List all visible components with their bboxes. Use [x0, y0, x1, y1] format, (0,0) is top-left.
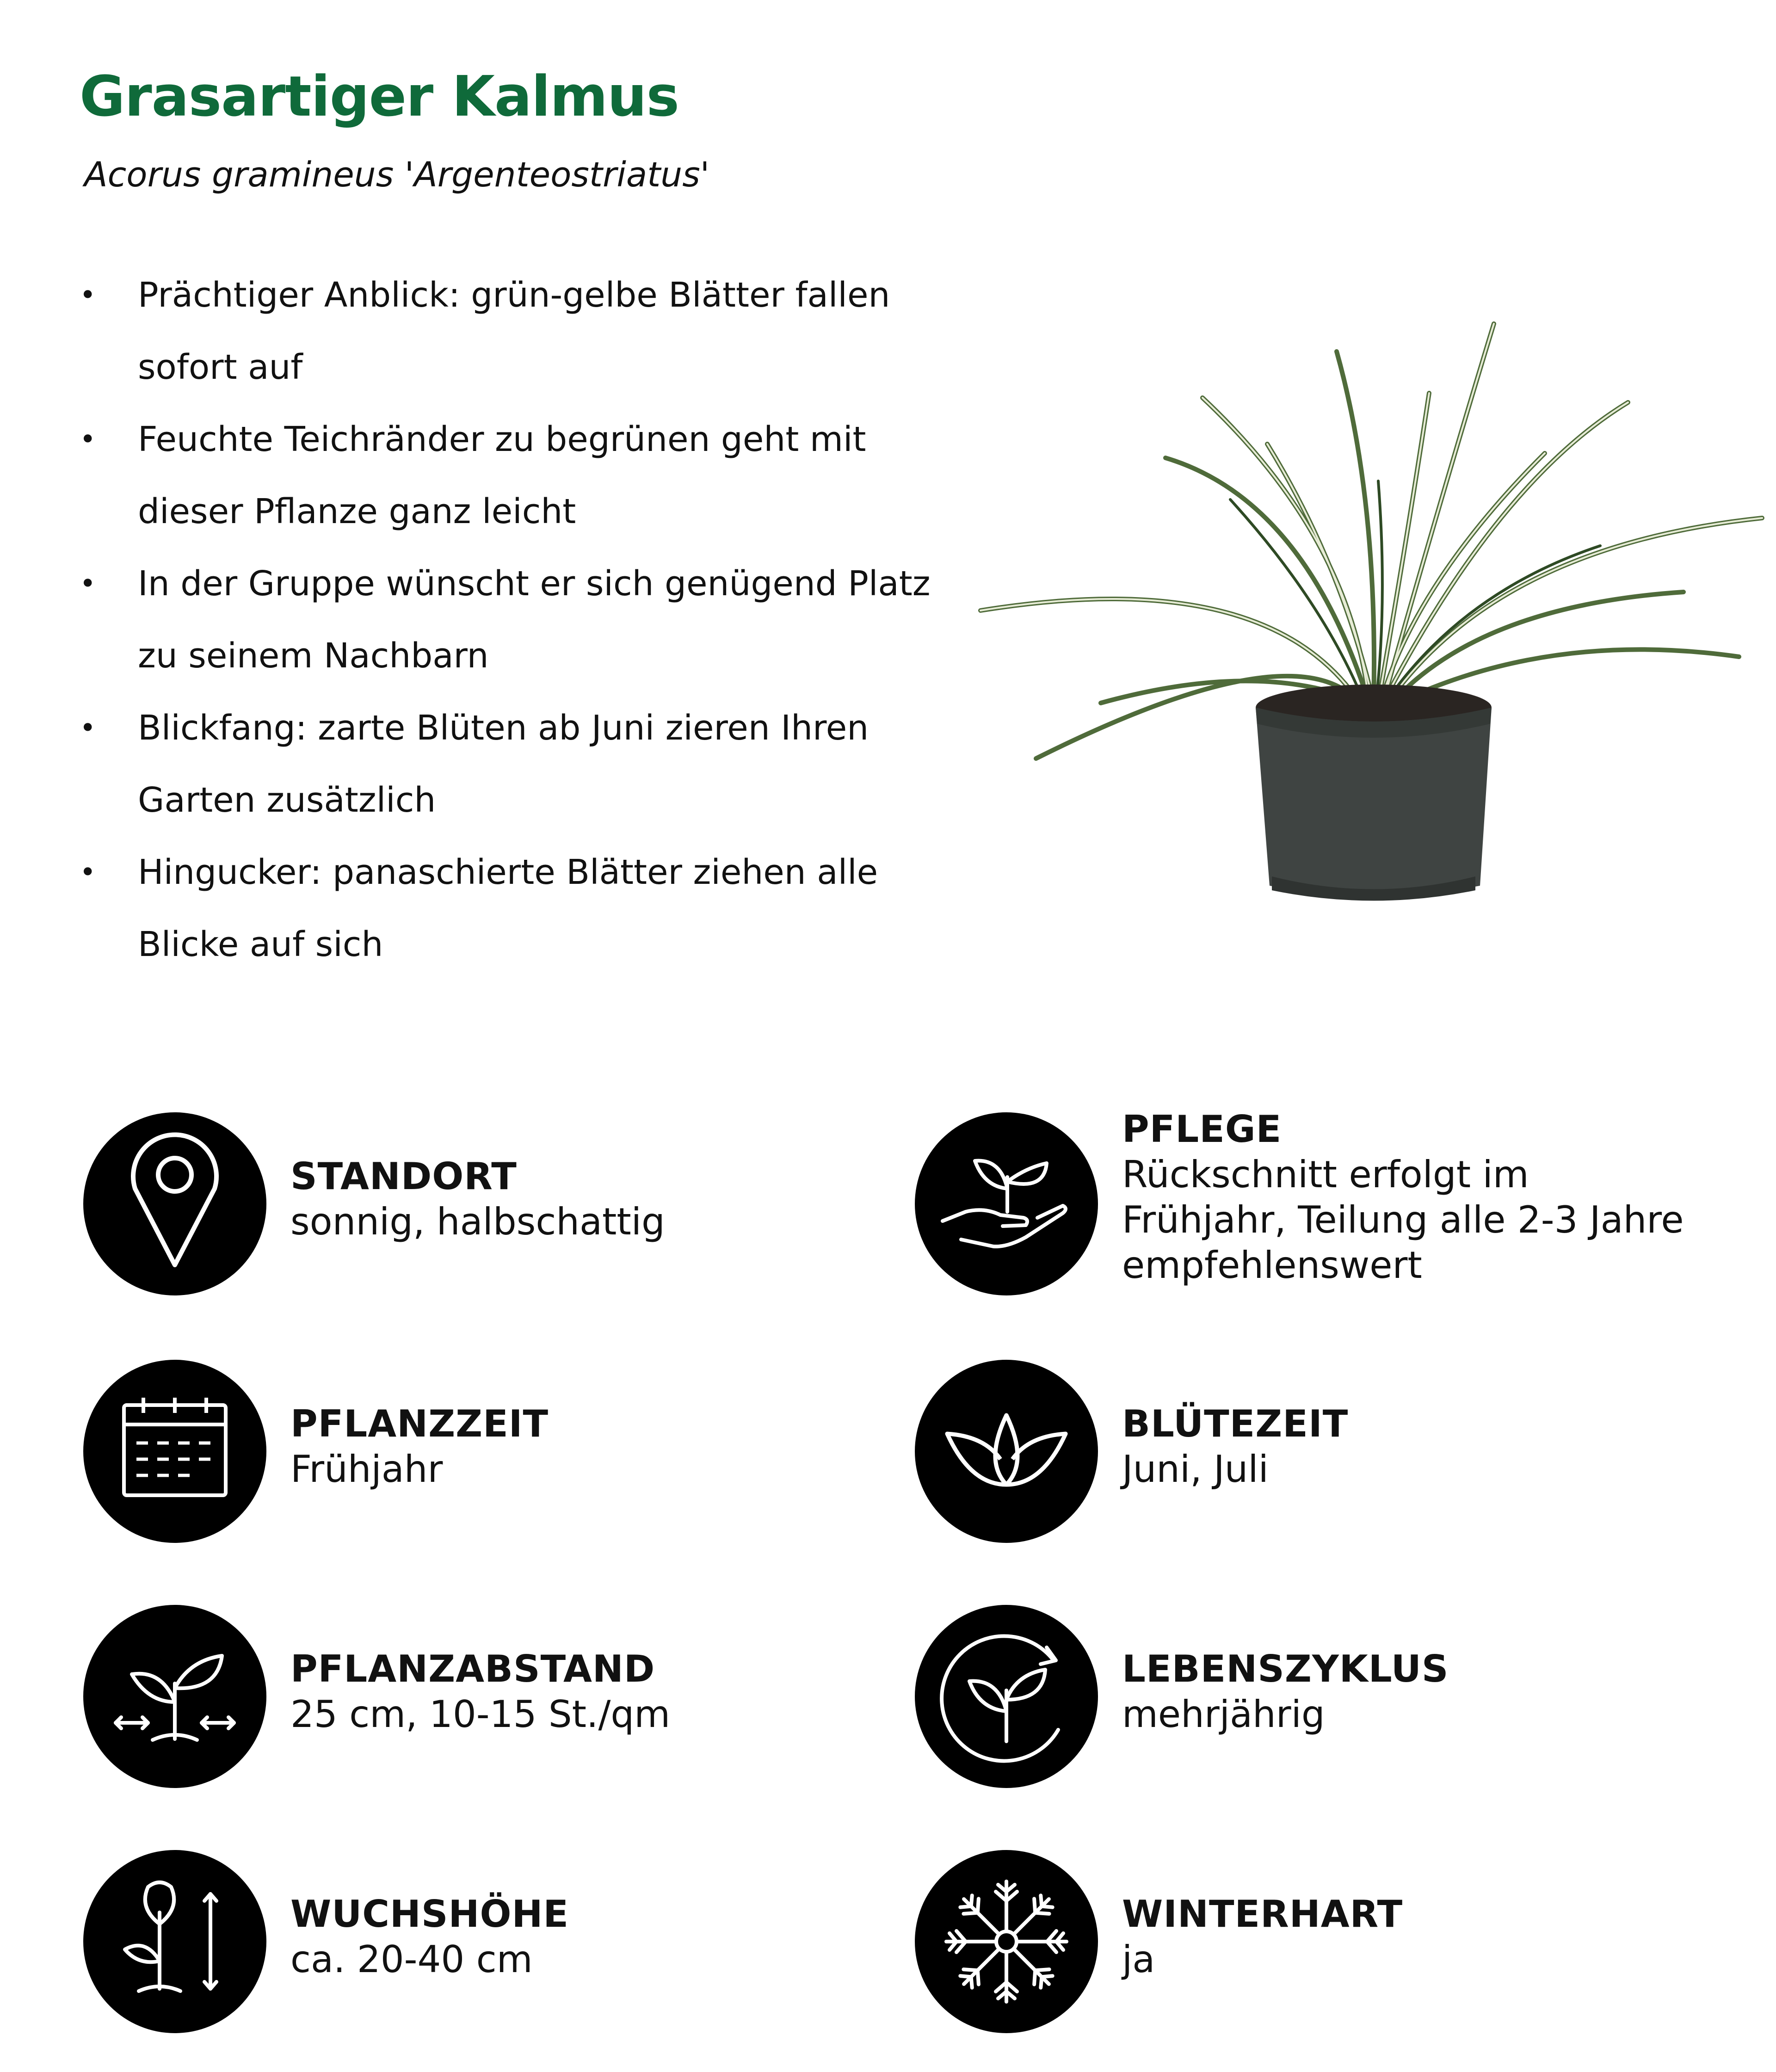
feature-pflanzabstand	[83, 1605, 906, 1790]
feature-value: ja	[1122, 1938, 1155, 1981]
feature-winterhart	[915, 1850, 1738, 2035]
feature-label: LEBENSZYKLUS	[1122, 1647, 1449, 1690]
bullet-dot-icon: •	[80, 423, 96, 456]
feature-value: Juni, Juli	[1122, 1448, 1269, 1491]
product-title: Grasartiger Kalmus	[80, 65, 679, 129]
calendar-icon	[83, 1360, 266, 1543]
bullet-dot-icon: •	[80, 279, 96, 311]
bullet-dot-icon: •	[80, 856, 96, 888]
feature-value: ca. 20-40 cm	[290, 1938, 533, 1981]
feature-pflege	[915, 1108, 1738, 1297]
feature-value: Rückschnitt erfolgt im Frühjahr, Teilung alle 2-3 Jahre empfehlenswert	[1122, 1153, 1684, 1287]
plant-spacing-icon	[83, 1605, 266, 1788]
feature-label: WINTERHART	[1122, 1893, 1403, 1936]
plant-height-icon	[83, 1850, 266, 2033]
feature-standort	[83, 1112, 906, 1297]
plant-cycle-icon	[915, 1605, 1098, 1788]
feature-value: sonnig, halbschattig	[290, 1200, 665, 1243]
feature-value: mehrjährig	[1122, 1693, 1325, 1736]
bullet-item: • Blickfang: zarte Blüten ab Juni zieren Ihren Garten zusätzlich	[74, 692, 953, 836]
feature-bluetezeit	[915, 1360, 1738, 1545]
feature-lebenszyklus	[915, 1605, 1738, 1790]
feature-label: STANDORT	[290, 1155, 517, 1198]
hand-seedling-icon	[915, 1112, 1098, 1295]
feature-pflanzzeit	[83, 1360, 906, 1545]
feature-value: Frühjahr	[290, 1448, 443, 1491]
bullet-item: • Prächtiger Anblick: grün-gelbe Blätter fallen sofort auf	[74, 259, 953, 403]
snowflake-icon	[915, 1850, 1098, 2033]
lotus-flower-icon	[915, 1360, 1098, 1543]
feature-label: PFLEGE	[1122, 1108, 1282, 1151]
product-plant-image	[944, 305, 1776, 934]
bullet-item: • Hingucker: panaschierte Blätter ziehen alle Blicke auf sich	[74, 836, 953, 980]
bullet-dot-icon: •	[80, 567, 96, 600]
botanical-name: Acorus gramineus 'Argenteostriatus'	[84, 155, 710, 195]
feature-label: PFLANZABSTAND	[290, 1647, 655, 1690]
feature-label: BLÜTEZEIT	[1122, 1402, 1349, 1445]
feature-label: PFLANZZEIT	[290, 1402, 549, 1445]
feature-wuchshoehe	[83, 1850, 906, 2035]
bullet-item: • In der Gruppe wünscht er sich genügend Platz zu seinem Nachbarn	[74, 548, 953, 692]
feature-value: 25 cm, 10-15 St./qm	[290, 1693, 671, 1736]
location-pin-icon	[83, 1112, 266, 1295]
bullet-item: • Feuchte Teichränder zu begrünen geht mit dieser Pflanze ganz leicht	[74, 403, 953, 548]
feature-bullet-list	[74, 259, 953, 980]
bullet-dot-icon: •	[80, 712, 96, 744]
feature-label: WUCHSHÖHE	[290, 1893, 569, 1936]
